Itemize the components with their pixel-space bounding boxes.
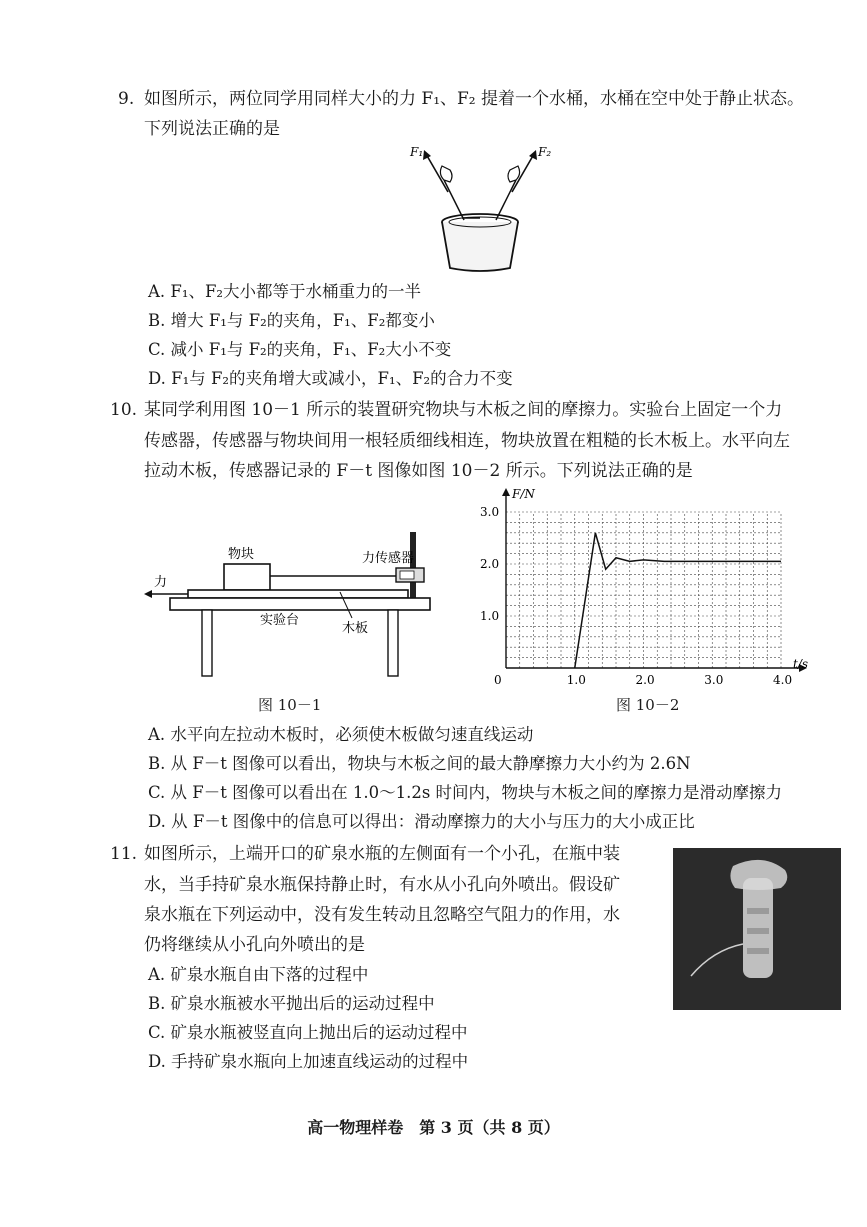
q10-option-c: C. 从 F－t 图像可以看出在 1.0～1.2s 时间内，物块与木板之间的摩擦力是滑动摩擦力 xyxy=(148,783,783,802)
bottle-photo xyxy=(673,848,841,1010)
f1-label: F₁ xyxy=(410,145,424,159)
q10-ft-chart xyxy=(470,485,815,685)
q10-option-b: B. 从 F－t 图像可以看出，物块与木板之间的最大静摩擦力大小约为 2.6N xyxy=(148,754,691,773)
x-tick-label: 3.0 xyxy=(704,673,724,685)
q10-number: 10. xyxy=(110,400,138,420)
q9-bucket-figure xyxy=(400,140,560,275)
y-tick-label: 2.0 xyxy=(480,557,500,571)
x-tick-label: 2.0 xyxy=(635,673,655,685)
q10-option-d: D. 从 F－t 图像中的信息可以得出：滑动摩擦力的大小与压力的大小成正比 xyxy=(148,812,695,831)
q9-option-a: A. F₁、F₂大小都等于水桶重力的一半 xyxy=(148,282,422,301)
q9-option-d: D. F₁与 F₂的夹角增大或减小，F₁、F₂的合力不变 xyxy=(148,369,513,388)
f2-label: F₂ xyxy=(538,145,552,159)
q9-option-b: B. 增大 F₁与 F₂的夹角，F₁、F₂都变小 xyxy=(148,311,435,330)
q10-option-a: A. 水平向左拉动木板时，必须使木板做匀速直线运动 xyxy=(148,725,534,744)
x-tick-label: 1.0 xyxy=(566,673,586,685)
q11-option-b: B. 矿泉水瓶被水平抛出后的运动过程中 xyxy=(148,994,435,1013)
y-axis-label: F/N xyxy=(512,487,535,501)
series-line xyxy=(575,533,781,668)
q9-option-c: C. 减小 F₁与 F₂的夹角，F₁、F₂大小不变 xyxy=(148,340,452,359)
block-label: 物块 xyxy=(228,547,255,562)
fig10-1-caption: 图 10－1 xyxy=(258,696,322,714)
page-footer: 高一物理样卷 第 3 页（共 8 页） xyxy=(307,1118,560,1137)
q9-stem-line1: 如图所示，两位同学用同样大小的力 F₁、F₂ 提着一个水桶，水桶在空中处于静止状态。 xyxy=(144,89,805,109)
q10-stem-line3: 拉动木板，传感器记录的 F－t 图像如图 10－2 所示。下列说法正确的是 xyxy=(144,461,693,481)
x-axis-label: t/s xyxy=(793,657,809,671)
x-tick-label: 4.0 xyxy=(773,673,793,685)
q10-stem-line1: 某同学利用图 10－1 所示的装置研究物块与木板之间的摩擦力。实验台上固定一个力 xyxy=(144,400,783,420)
q11-stem-line3: 泉水瓶在下列运动中，没有发生转动且忽略空气阻力的作用，水 xyxy=(144,905,620,925)
board-label: 木板 xyxy=(342,621,369,636)
q11-stem-line2: 水，当手持矿泉水瓶保持静止时，有水从小孔向外喷出。假设矿 xyxy=(144,875,620,895)
q11-number: 11. xyxy=(110,844,138,864)
q9-number: 9. xyxy=(118,89,135,109)
sensor-label: 力传感器 xyxy=(362,551,415,566)
y-tick-label: 3.0 xyxy=(480,505,500,519)
q11-stem-line4: 仍将继续从小孔向外喷出的是 xyxy=(144,935,365,955)
q11-stem-line1: 如图所示，上端开口的矿泉水瓶的左侧面有一个小孔，在瓶中装 xyxy=(144,844,620,864)
x-tick-label: 0 xyxy=(494,673,502,685)
y-tick-label: 1.0 xyxy=(480,609,500,623)
y-axis-arrow xyxy=(502,488,510,496)
q11-option-a: A. 矿泉水瓶自由下落的过程中 xyxy=(148,965,369,984)
table-label: 实验台 xyxy=(260,613,300,628)
q11-option-c: C. 矿泉水瓶被竖直向上抛出后的运动过程中 xyxy=(148,1023,468,1042)
q11-option-d: D. 手持矿泉水瓶向上加速直线运动的过程中 xyxy=(148,1052,469,1071)
q10-stem-line2: 传感器，传感器与物块间用一根轻质细线相连，物块放置在粗糙的长木板上。水平向左 xyxy=(144,431,790,451)
q9-stem-line2: 下列说法正确的是 xyxy=(144,119,280,139)
q10-apparatus-figure xyxy=(140,520,440,680)
force-label: 力 xyxy=(154,575,168,590)
fig10-2-caption: 图 10－2 xyxy=(616,696,680,714)
